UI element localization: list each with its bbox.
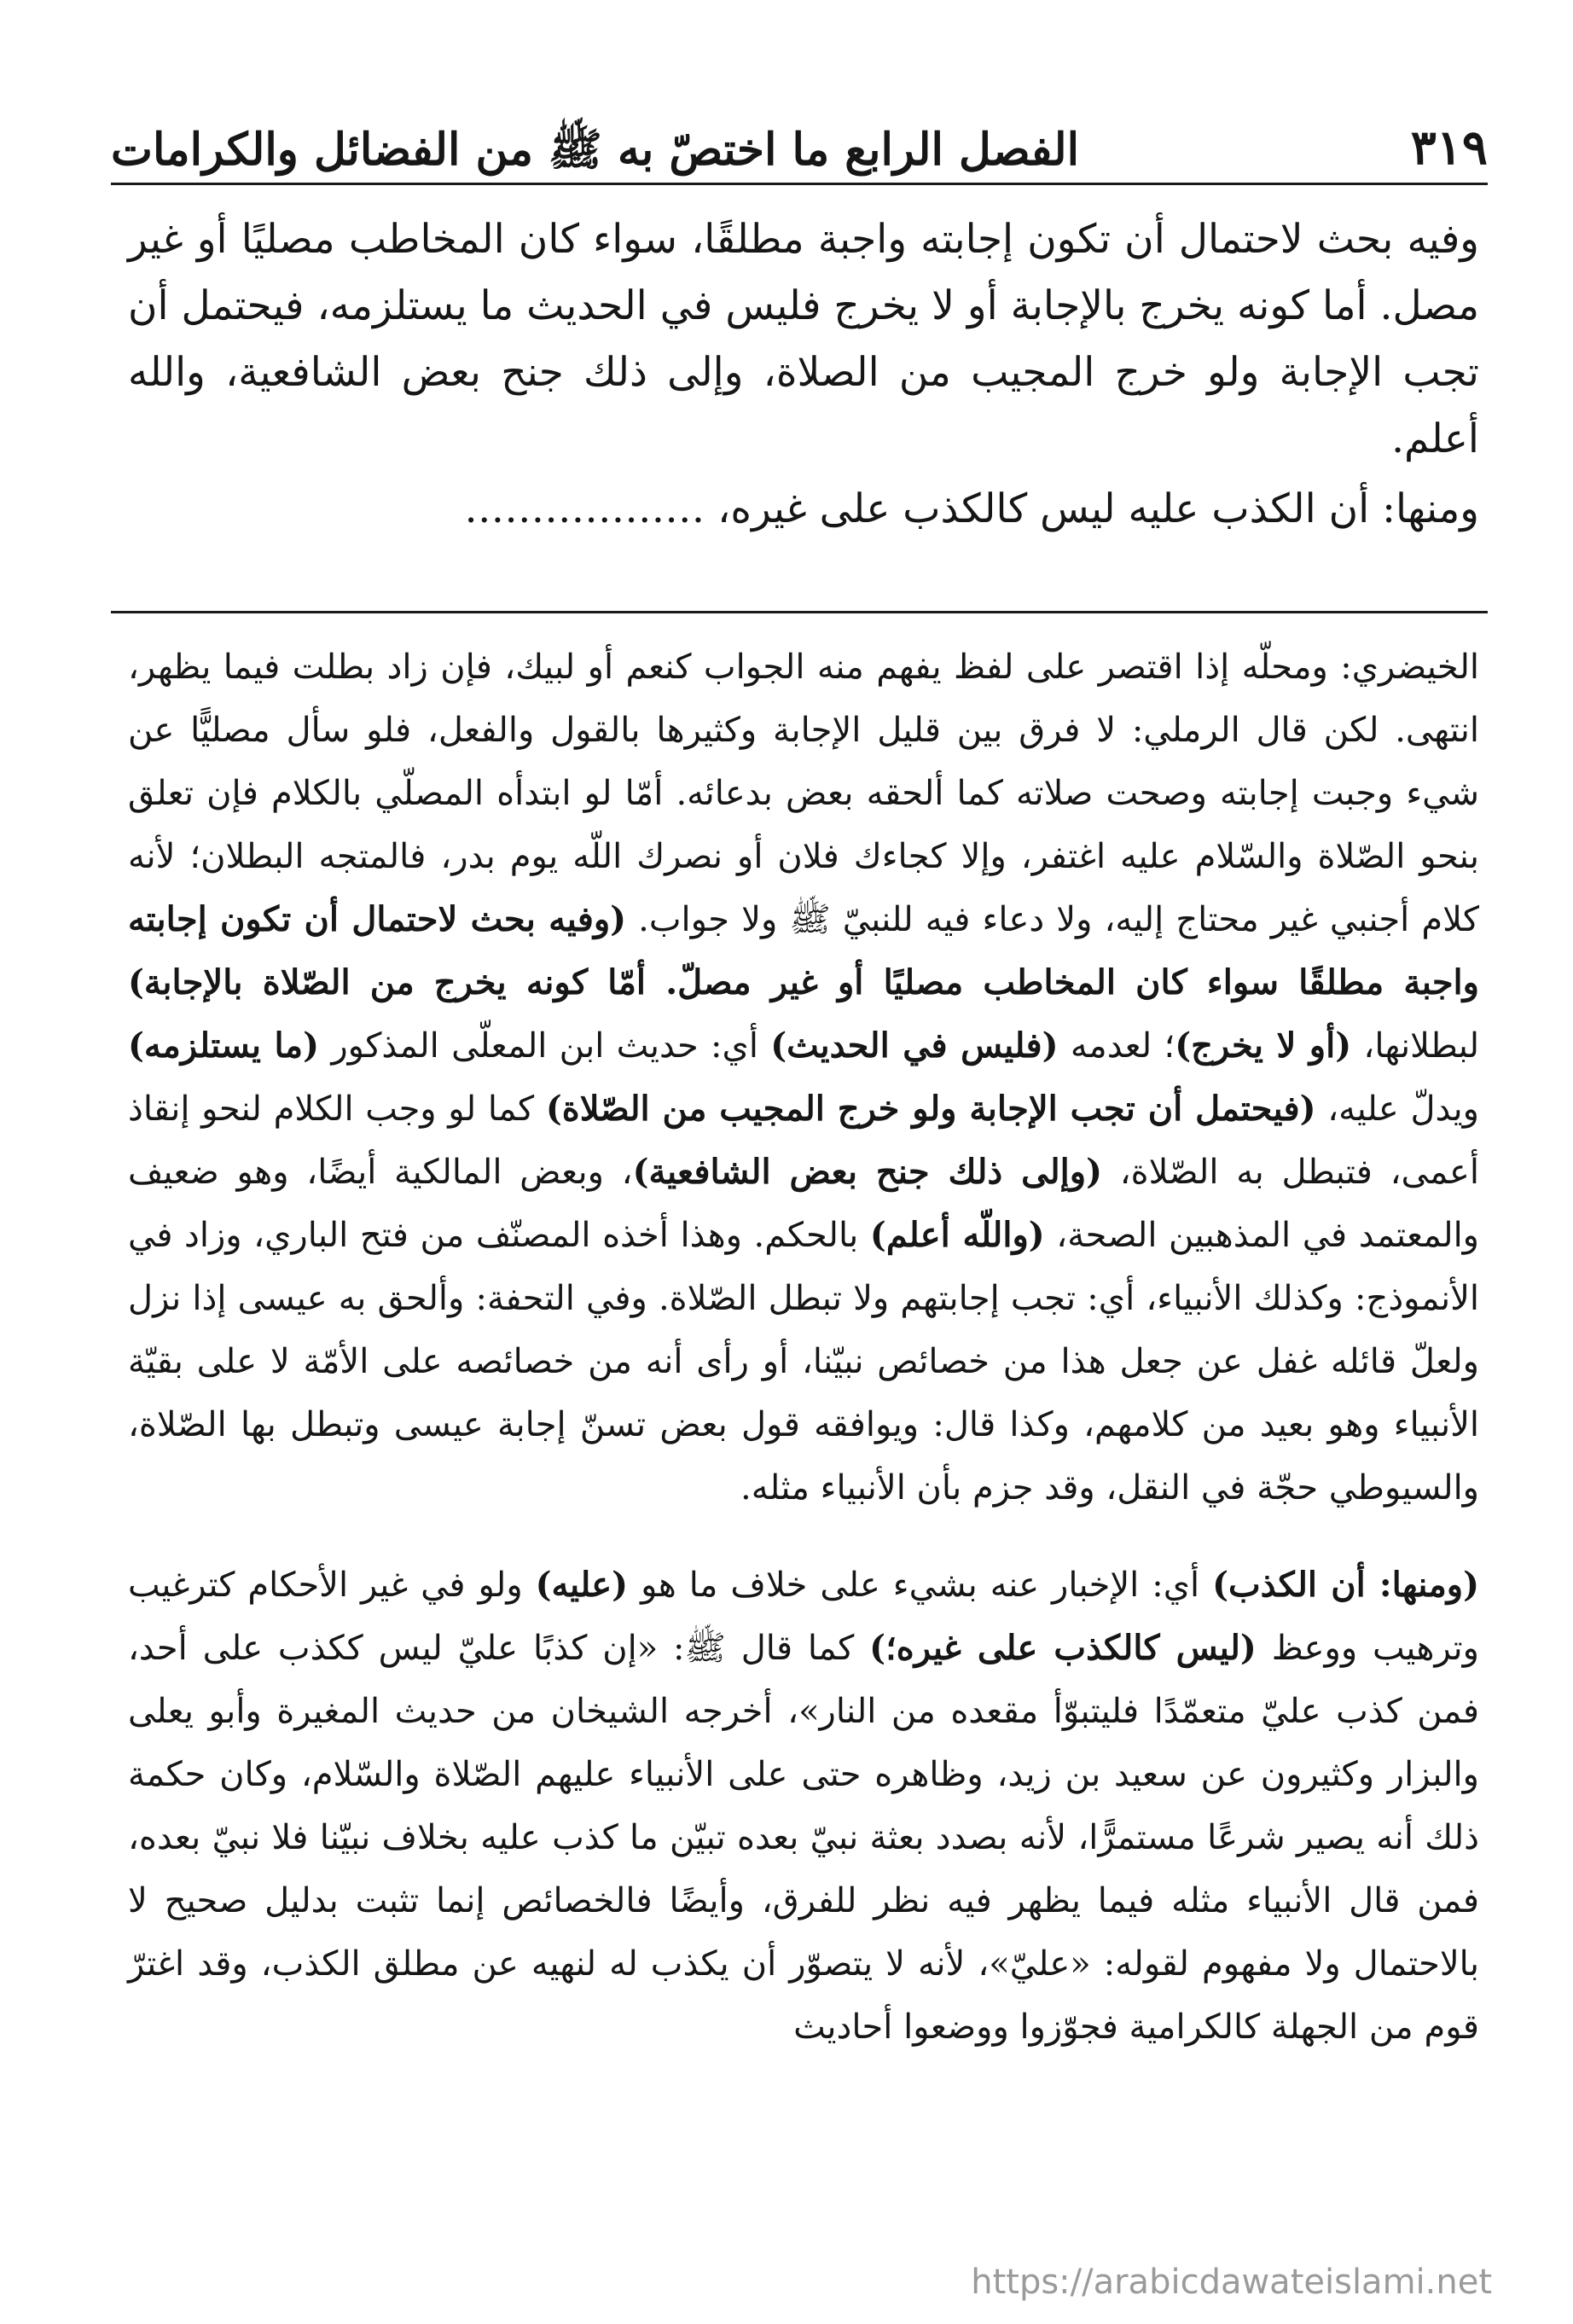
page-number: ٣١٩ [1410,119,1488,177]
text-run: أي: حديث ابن المعلّى المذكور [319,1026,771,1066]
bold-quote: (أو لا يخرج) [1175,1025,1352,1066]
text-run: لبطلانها، [1351,1026,1480,1066]
commentary-paragraph [128,636,1479,1519]
bold-quote: (ما يستلزمه) [128,1025,320,1066]
text-run: كما لو وجب الكلام لنحو إنقاذ أعمى، فتبطل به الصّلاة، [128,1089,1479,1192]
bold-quote: (ليس كالكذب على غيره؛) [869,1628,1257,1668]
matn-paragraph: وفيه بحث لاحتمال أن تكون إجابته واجبة مطلقًا، سواء كان المخاطب مصليًا أو غير مصل. أما كونه يخرج بالإجابة أو لا يخرج فليس في الحديث ما يستلزمه، فيحتمل أن تجب الإجابة ولو خرج المجيب من الصلاة، وإلى ذلك جنح بعض الشافعية، والله أعلم. [128,216,1479,462]
bold-quote: (وإلى ذلك جنح بعض الشافعية) [632,1152,1103,1192]
text-run: أي: الإخبار عنه بشيء على خلاف ما هو [628,1566,1213,1605]
page-header [111,85,1488,179]
header-rule [111,183,1488,185]
text-run: ولو في غير الأحكام كترغيب وترهيب ووعظ [128,1566,1479,1668]
text-run: ؛ لعدمه [1058,1026,1175,1066]
bold-quote: (واللّه أعلم) [869,1215,1045,1255]
text-run: بالحكم. وهذا أخذه المصنّف من فتح الباري، وزاد في الأنموذج: وكذلك الأنبياء، أي: تجب إجابتهم ولا تبطل الصّلاة. وفي التحفة: وألحق به عيسى إذا نزل ولعلّ قائله غفل عن جعل هذا من خصائص نبيّنا، أو رأى أنه من خصائصه على الأمّة لا على بقيّة الأنبياء وهو بعيد من كلامهم، وكذا قال: ويوافقه قول بعض تسنّ إجابة عيسى وتبطل بها الصّلاة، والسيوطي حجّة في النقل، وقد جزم بأن الأنبياء مثله. [128,1216,1479,1508]
text-run: كما قال ﷺ: «إن كذبًا عليّ ليس ككذب على أحد، فمن كذب عليّ متعمّدًا فليتبوّأ مقعده من النار»، أخرجه الشيخان من حديث المغيرة وأبو يعلى والبزار وكثيرون عن سعيد بن زيد، وظاهره حتى على الأنبياء عليهم الصّلاة والسّلام، وكان حكمة ذلك أنه يصير شرعًا مستمرًّا، لأنه بصدد بعثة نبيّ بعده تبيّن ما كذب عليه بخلاف نبيّنا فلا نبيّ بعده، فمن قال الأنبياء مثله فيما يظهر فيه نظر للفرق، وأيضًا فالخصائص إنما تثبت بدليل صحيح لا بالاحتمال ولا مفهوم لقوله: «عليّ»، لأنه لا يتصوّر أن يكذب له لنهيه عن مطلق الكذب، وقد اغترّ قوم من الجهلة كالكرامية فجوّزوا ووضعوا أحاديث [128,1629,1479,2047]
bold-quote: (وفيه بحث لاحتمال أن تكون إجابته واجبة مطلقًا سواء كان المخاطب مصليًا أو غير مصلّ. أمّا كونه يخرج من الصّلاة بالإجابة) [128,899,1479,1002]
commentary-text [128,636,1479,2059]
text-run: ، وبعض المالكية أيضًا، وهو ضعيف والمعتمد في المذهبين الصحة، [128,1153,1479,1255]
text-run: الخيضري: ومحلّه إذا اقتصر على لفظ يفهم منه الجواب كنعم أو لبيك، فإن زاد بطلت فيما يظهر، انتهى. لكن قال الرملي: لا فرق بين قليل الإجابة وكثيرها بالقول والفعل، فلو سأل مصليًّا عن شيء وجبت إجابته وصحت صلاته كما ألحقه بعض بدعائه. أمّا لو ابتدأه المصلّي بالكلام فإن تعلق بنحو الصّلاة والسّلام عليه اغتفر، وإلا كجاءك فلان أو نصرك اللّه يوم بدر، فالمتجه البطلان؛ لأنه كلام أجنبي غير محتاج إليه، ولا دعاء فيه للنبيّ ﷺ ولا جواب. [128,648,1479,939]
text-run: ويدلّ عليه، [1315,1089,1479,1129]
bold-quote: (فيحتمل أن تجب الإجابة ولو خرج المجيب من الصّلاة) [545,1089,1316,1129]
bold-quote: (عليه) [535,1565,629,1605]
separator-rule [111,611,1488,613]
commentary-paragraph [128,1554,1479,2059]
matn-last-line: ومنها: أن الكذب عليه ليس كالكذب على غيره، ……………… [464,485,1479,532]
matn-text [128,206,1479,543]
bold-quote: (ومنها: أن الكذب) [1212,1565,1479,1605]
running-title: الفصل الرابع ما اختصّ به ﷺ من الفضائل والكرامات [111,124,1080,177]
bold-quote: (فليس في الحديث) [770,1025,1059,1066]
watermark-url: https://arabicdawateislami.net [971,2263,1492,2302]
